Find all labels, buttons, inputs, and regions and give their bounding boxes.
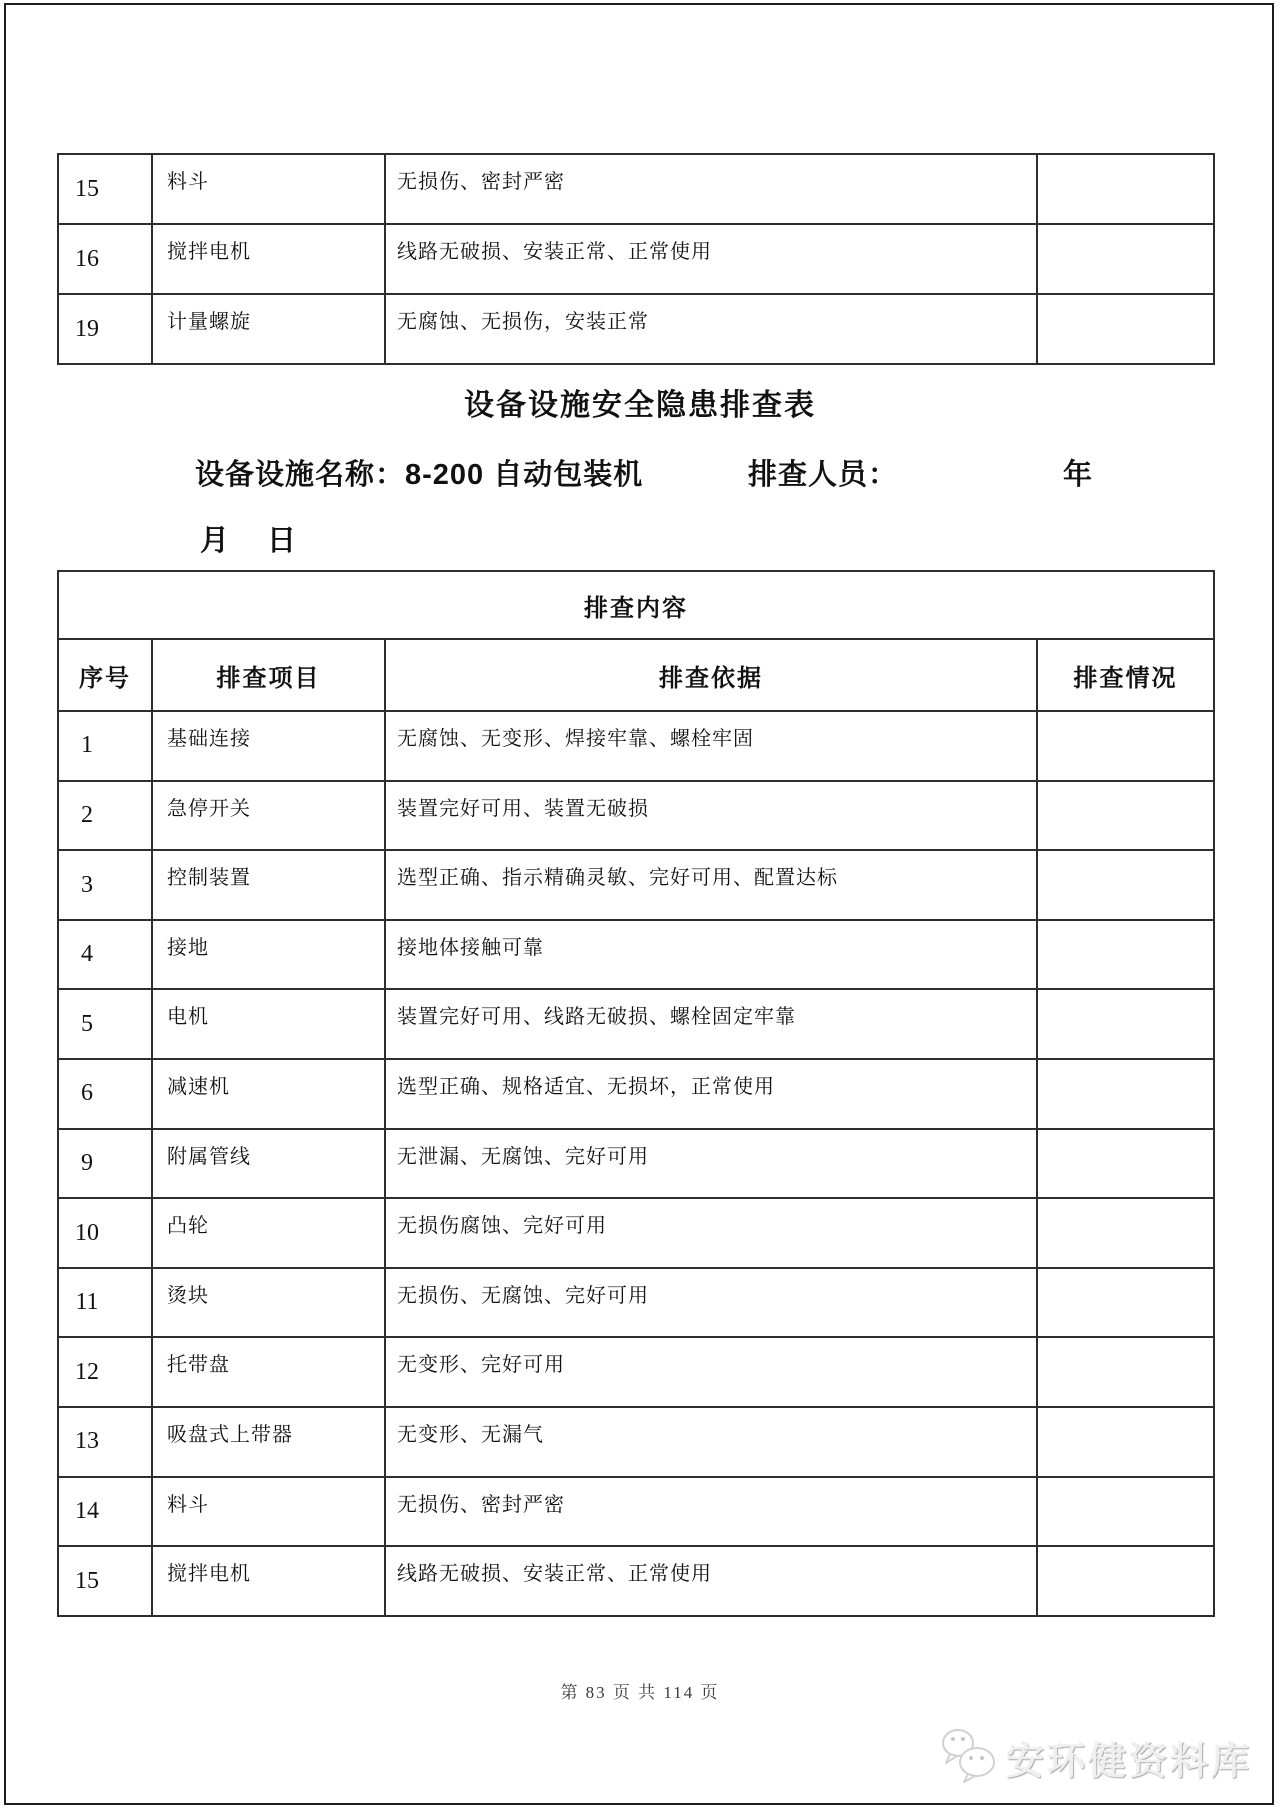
- device-name-line: [195, 452, 643, 493]
- inspection-basis: 线路无破损、安装正常、正常使用: [385, 224, 1037, 294]
- inspection-basis: 线路无破损、安装正常、正常使用: [385, 1546, 1037, 1616]
- inspection-basis: 选型正确、指示精确灵敏、完好可用、配置达标: [385, 850, 1037, 920]
- column-header-status: 排查情况: [1037, 639, 1214, 711]
- inspection-basis: 无腐蚀、无变形、焊接牢靠、螺栓牢固: [385, 711, 1037, 781]
- column-header-row: [58, 639, 1214, 711]
- row-number: 15: [58, 154, 152, 224]
- table-row: [58, 1059, 1214, 1129]
- table-row: [58, 224, 1214, 294]
- inspection-status-cell: [1037, 154, 1214, 224]
- inspection-status-cell: [1037, 711, 1214, 781]
- inspection-basis: 装置完好可用、线路无破损、螺栓固定牢靠: [385, 989, 1037, 1059]
- inspection-basis: 无变形、无漏气: [385, 1407, 1037, 1477]
- inspection-item: 烫块: [152, 1268, 385, 1338]
- table-row: [58, 1268, 1214, 1338]
- row-number: 6: [58, 1059, 152, 1129]
- table-row: [58, 1129, 1214, 1199]
- inspection-status-cell: [1037, 781, 1214, 851]
- inspection-basis: 无损伤、密封严密: [385, 154, 1037, 224]
- inspection-basis: 无损伤腐蚀、完好可用: [385, 1198, 1037, 1268]
- inspection-basis: 接地体接触可靠: [385, 920, 1037, 990]
- year-label: 年: [1063, 459, 1094, 491]
- row-number: 12: [58, 1337, 152, 1407]
- inspection-status-cell: [1037, 1059, 1214, 1129]
- inspection-item: 附属管线: [152, 1129, 385, 1199]
- inspection-item: 凸轮: [152, 1198, 385, 1268]
- inspection-basis: 无损伤、无腐蚀、完好可用: [385, 1268, 1037, 1338]
- page-title: 设备设施安全隐患排查表: [464, 389, 816, 422]
- inspection-status-cell: [1037, 1129, 1214, 1199]
- main-inspection-table: [57, 570, 1215, 1617]
- inspection-status-cell: [1037, 1477, 1214, 1547]
- row-number: 15: [58, 1546, 152, 1616]
- inspection-item: 接地: [152, 920, 385, 990]
- column-header-item: 排查项目: [152, 639, 385, 711]
- row-number: 4: [58, 920, 152, 990]
- inspection-status-cell: [1037, 294, 1214, 364]
- inspection-basis: 装置完好可用、装置无破损: [385, 781, 1037, 851]
- table-row: [58, 989, 1214, 1059]
- inspection-basis: 无变形、完好可用: [385, 1337, 1037, 1407]
- table-row: [58, 1546, 1214, 1616]
- continuation-table: [57, 153, 1215, 365]
- inspection-basis: 选型正确、规格适宜、无损坏，正常使用: [385, 1059, 1037, 1129]
- inspection-item: 料斗: [152, 1477, 385, 1547]
- month-day-line: [200, 518, 296, 559]
- row-number: 2: [58, 781, 152, 851]
- column-header-no: 序号: [58, 639, 152, 711]
- inspection-item: 控制装置: [152, 850, 385, 920]
- inspection-item: 减速机: [152, 1059, 385, 1129]
- table-row: [58, 1407, 1214, 1477]
- inspection-basis: 无腐蚀、无损伤，安装正常: [385, 294, 1037, 364]
- inspection-basis: 无泄漏、无腐蚀、完好可用: [385, 1129, 1037, 1199]
- table-row: [58, 1337, 1214, 1407]
- inspection-item: 吸盘式上带器: [152, 1407, 385, 1477]
- row-number: 3: [58, 850, 152, 920]
- device-name-label: 设备设施名称：: [195, 459, 406, 491]
- inspection-item: 托带盘: [152, 1337, 385, 1407]
- table-row: [58, 711, 1214, 781]
- inspection-status-cell: [1037, 850, 1214, 920]
- inspection-status-cell: [1037, 1198, 1214, 1268]
- inspector-label: 排查人员：: [748, 459, 899, 491]
- row-number: 16: [58, 224, 152, 294]
- table-row: [58, 294, 1214, 364]
- inspection-status-cell: [1037, 1268, 1214, 1338]
- table-row: [58, 154, 1214, 224]
- inspection-item: 基础连接: [152, 711, 385, 781]
- month-label: 月: [200, 525, 230, 557]
- inspection-item: 搅拌电机: [152, 224, 385, 294]
- table-row: [58, 920, 1214, 990]
- inspection-status-cell: [1037, 224, 1214, 294]
- inspection-status-cell: [1037, 1546, 1214, 1616]
- row-number: 14: [58, 1477, 152, 1547]
- watermark-text: 安环健资料库: [1005, 1741, 1252, 1783]
- inspection-item: 电机: [152, 989, 385, 1059]
- wechat-bubbles-icon: [938, 1726, 1000, 1789]
- inspection-basis: 无损伤、密封严密: [385, 1477, 1037, 1547]
- inspection-item: 料斗: [152, 154, 385, 224]
- page-indicator: 第 83 页 共 114 页: [560, 1683, 720, 1702]
- table-row: [58, 850, 1214, 920]
- inspection-status-cell: [1037, 920, 1214, 990]
- row-number: 13: [58, 1407, 152, 1477]
- device-name-value: 8-200 自动包装机: [405, 459, 644, 491]
- table-row: [58, 1198, 1214, 1268]
- day-label: 日: [267, 525, 297, 557]
- section-header-row: [58, 571, 1214, 639]
- row-number: 9: [58, 1129, 152, 1199]
- inspection-status-cell: [1037, 1407, 1214, 1477]
- table-row: [58, 1477, 1214, 1547]
- row-number: 1: [58, 711, 152, 781]
- inspection-status-cell: [1037, 1337, 1214, 1407]
- row-number: 5: [58, 989, 152, 1059]
- row-number: 11: [58, 1268, 152, 1338]
- inspection-item: 计量螺旋: [152, 294, 385, 364]
- inspection-item: 搅拌电机: [152, 1546, 385, 1616]
- row-number: 10: [58, 1198, 152, 1268]
- section-header: 排查内容: [58, 571, 1214, 639]
- watermark: [938, 1726, 1252, 1789]
- inspection-status-cell: [1037, 989, 1214, 1059]
- table-row: [58, 781, 1214, 851]
- column-header-basis: 排查依据: [385, 639, 1037, 711]
- inspection-item: 急停开关: [152, 781, 385, 851]
- row-number: 19: [58, 294, 152, 364]
